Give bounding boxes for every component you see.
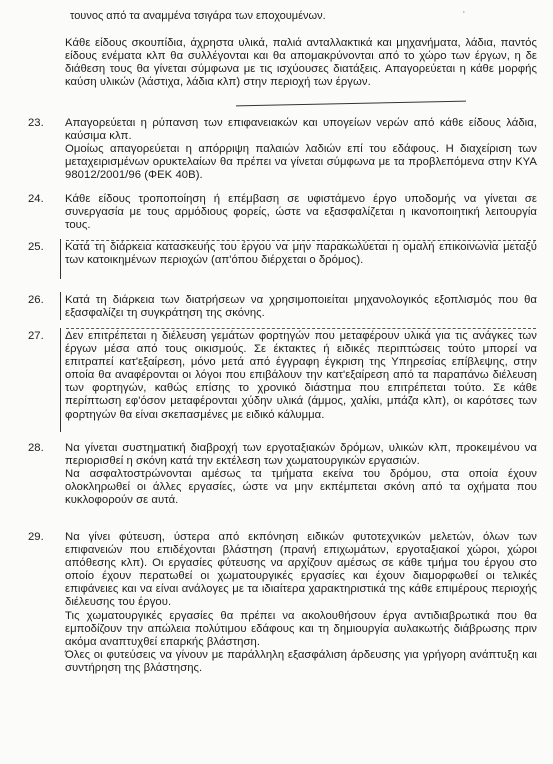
pen-underline [236,101,466,107]
previous-page-fragment: τουνος από τα αναμμένα τσιγάρα των εποχουμένων. [70,10,326,22]
corner-mark: · [462,6,466,18]
dashed-mark [66,328,536,329]
clause-number: 25. [28,241,44,253]
clause-paragraph: Κατά τη διάρκεια των διατρήσεων να χρησιμοποιείται μηχανολογικός εξοπλισμός που θα εξασφαλίζει τη συγκράτηση της σκόνης. [65,294,537,320]
clause-number: 26. [28,294,44,306]
clause-paragraph: Ομοίως απαγορεύεται η απόρριψη παλαιών λαδιών επί του εδάφους. Η διαχείριση των μεταχειρισμένων ορυκτελαίων θα πρέπει να γίνεται σύμφωνα με τα προβλεπόμενα στην ΚΥΑ 98012/2001/96 (ΦΕΚ 40Β). [65,143,537,182]
clause-body [65,442,537,507]
clause-body [65,294,537,320]
margin-mark [60,328,61,432]
clause-body [65,193,537,232]
margin-mark [60,292,61,320]
clause-body [65,117,537,182]
clause-paragraph: Κατά τη διάρκεια κατασκευής του έργου να μην παρακωλύεται η ομαλή επικοινωνία μεταξύ των κατοικημένων περιοχών (απ'όπου διέρχεται ο δρόμος). [65,241,537,267]
clause-paragraph: Να ασφαλτοστρώνονται αμέσως τα τμήματα εκείνα του δρόμου, στα οποία έχουν ολοκληρωθεί οι άλλες εργασίες, ώστε να μην εκπέμπεται σκόνη από τα οχήματα που κυκλοφορούν σε αυτά. [65,468,537,507]
clause-paragraph: Κάθε είδους τροποποίηση ή επέμβαση σε υφιστάμενο έργο υποδομής να γίνεται σε συνεργασία με τους αρμόδιους φορείς, ώστε να εξασφαλίζεται η ικανοποιητική λειτουργία τους. [65,193,537,232]
clause-number: 27. [28,330,44,342]
dashed-mark [66,240,536,241]
clause-body [65,531,537,675]
clause-paragraph: Όλες οι φυτεύσεις να γίνουν με παράλληλη εξασφάλιση άρδευσης για γρήγορη ανάπτυξη και συντήρηση της βλάστησης. [65,648,537,674]
clause-body [65,241,537,267]
clause-number: 24. [28,193,44,205]
clause-paragraph: Να γίνεται συστηματική διαβροχή των εργοταξιακών δρόμων, υλικών κλπ, προκειμένου να περιορισθεί η σκόνη κατά την εκτέλεση των χωματουργικών εργασιών. [65,442,537,468]
margin-mark [60,239,61,279]
clause-number: 29. [28,531,44,543]
clause-paragraph: Απαγορεύεται η ρύπανση των επιφανειακών και υπογείων νερών από κάθε είδους λάδια, καύσιμα κλπ. [65,117,537,143]
clause-number: 23. [28,117,44,129]
clause-body [65,330,537,422]
clause-body [65,37,537,89]
clause-paragraph: Δεν επιτρέπεται η διέλευση γεμάτων φορτηγών που μεταφέρουν υλικά για τις ανάγκες των έργων μέσα από τους οικισμούς. Σε έκτακτες ή ειδικές περιπτώσεις τούτο μπορεί να επιτραπεί κατ'εξαίρεση, μόνο μετά από έγγραφη έγκριση της Υπηρεσίας επίβλεψης, στην οποία θα αναφέρονται οι λόγοι που επιβάλουν την κατ'εξαίρεση από τα παραπάνω διέλευση των φορτηγών, καθώς επίσης το χρονικό διάστημα που επιτρέπεται τούτο. Σε κάθε περίπτωση εφ'όσον μεταφέρονται χύδην υλικά (άμμος, χαλίκι, μπάζα κλπ), οι καρότσες των φορτηγών θα είναι σκεπασμένες με ειδικό κάλυμμα. [65,330,537,421]
clause-paragraph: Να γίνει φύτευση, ύστερα από εκπόνηση ειδικών φυτοτεχνικών μελετών, όλων των επιφανειών που επιδέχονται βλάστηση (πρανή επιχωμάτων, εργοταξιακοί χώροι, χώροι απόθεσης κλπ). Οι εργασίες φύτευσης να αρχίζουν αμέσως σε κάθε τμήμα του έργου στο οποίο έχουν περατωθεί οι χωματουργικές εργασίες και έχουν διαμορφωθεί οι τελικές επιφάνειες και να είναι ανάλογες με τα ιδιαίτερα χαρακτηριστικά της κάθε επιμέρους περιοχής διέλευσης του έργου. [65,531,537,609]
clause-paragraph: Κάθε είδους σκουπίδια, άχρηστα υλικά, παλιά ανταλλακτικά και μηχανήματα, λάδια, παντός είδους ενέματα κλπ θα συλλέγονται και θα απομακρύνονται από το χώρο των έργων, η δε διάθεση τους θα γίνεται σύμφωνα με τις ισχύουσες διατάξεις. Απαγορεύεται η κάθε μορφής καύση υλικών (λάστιχα, λάδια κλπ) στην περιοχή των έργων. [65,37,537,89]
clause-number: 28. [28,442,44,454]
clause-paragraph: Τις χωματουργικές εργασίες θα πρέπει να ακολουθήσουν έργα αντιδιαβρωτικά που θα εμποδίζουν την απώλεια πολύτιμου εδάφους και τη δημιουργία αυλακωτής διάβρωσης πριν ακόμα αναπτυχθεί επαρκής βλάστηση. [65,609,537,648]
